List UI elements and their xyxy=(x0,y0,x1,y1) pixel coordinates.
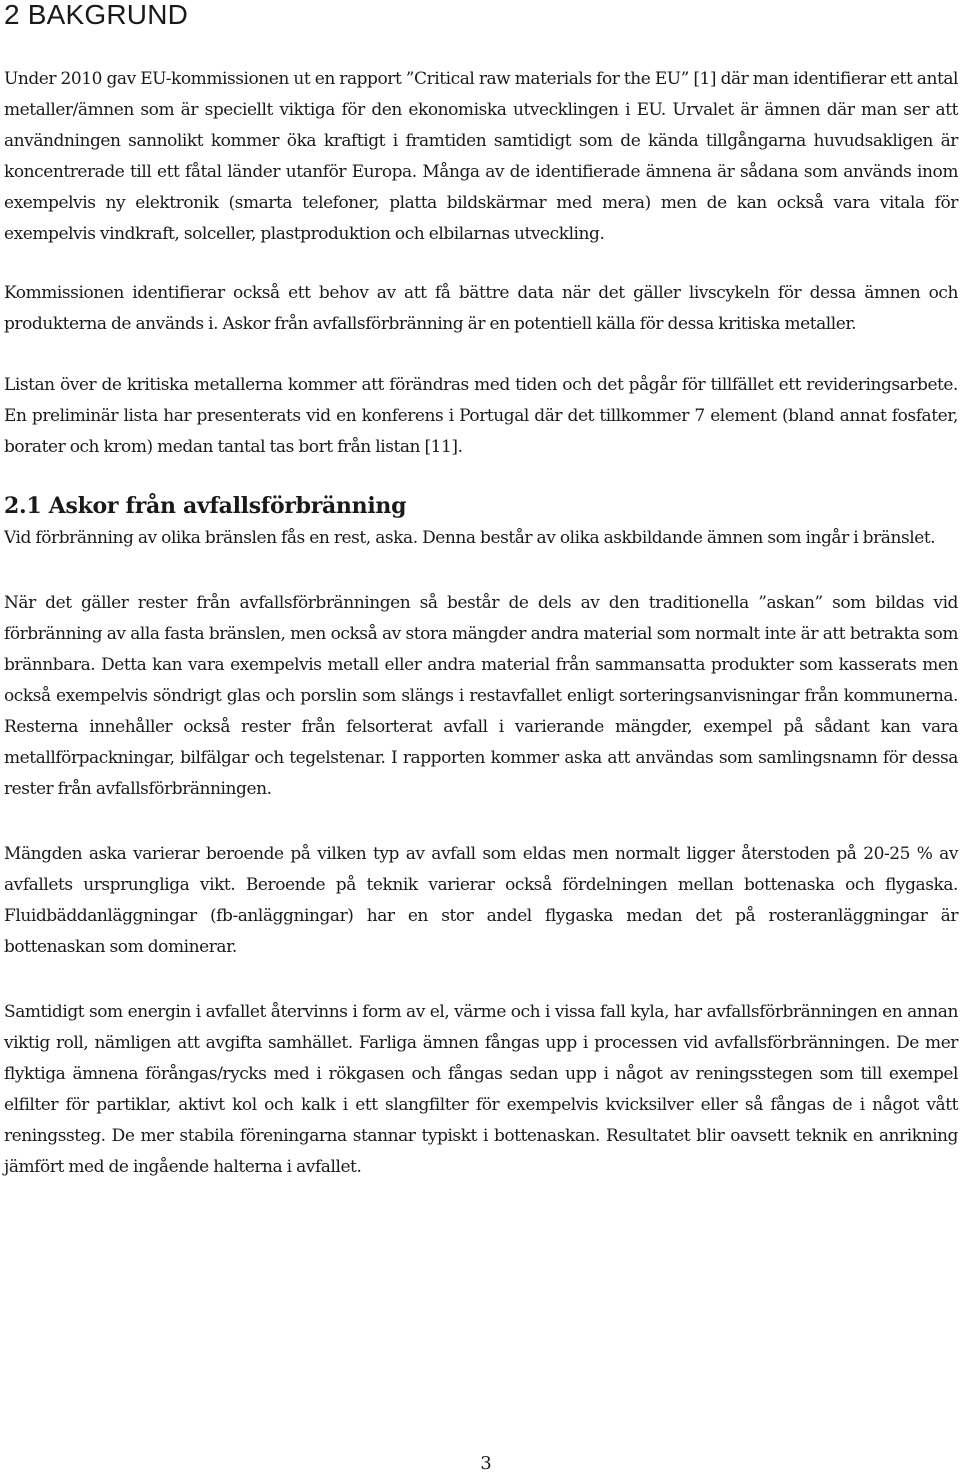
body-paragraph: Kommissionen identifierar också ett behov av att få bättre data när det gäller livscykeln för dessa ämnen och produkterna de används i. Askor från avfallsförbränning är en potentiell källa för dessa kritiska metaller. xyxy=(4,283,958,334)
body-paragraph: Listan över de kritiska metallerna kommer att förändras med tiden och det pågår för tillfället ett revideringsarbete. En preliminär lista har presenterats vid en konferens i Portugal där det tillkommer 7 element (bland annat fosfater, borater och krom) medan tantal tas bort från listan [11]. xyxy=(4,375,958,457)
document-page xyxy=(4,0,958,1183)
body-paragraph: Vid förbränning av olika bränslen fås en rest, aska. Denna består av olika askbildande ämnen som ingår i bränslet. xyxy=(4,528,936,548)
body-paragraph: Samtidigt som energin i avfallet återvinns i form av el, värme och i vissa fall kyla, har avfallsförbränningen en annan viktig roll, nämligen att avgifta samhället. Farliga ämnen fångas upp i processen vid avfallsförbränningen. De mer flyktiga ämnena förångas/rycks med i rökgasen och fångas sedan upp i något av reningsstegen som till exempel elfilter för partiklar, aktivt kol och kalk i ett slangfilter för exempelvis kvicksilver eller så fångas de i något vått reningssteg. De mer stabila föreningarna stannar typiskt i bottenaskan. Resultatet blir oavsett teknik en anrikning jämfört med de ingående halterna i avfallet. xyxy=(4,1002,958,1177)
section-heading: 2 BAKGRUND xyxy=(4,0,189,30)
subsection-heading: 2.1 Askor från avfallsförbränning xyxy=(4,493,407,519)
body-paragraph: Mängden aska varierar beroende på vilken typ av avfall som eldas men normalt ligger återstoden på 20-25 % av avfallets ursprungliga vikt. Beroende på teknik varierar också fördelningen mellan bottenaska och flygaska. Fluidbäddanläggningar (fb-anläggningar) har en stor andel flygaska medan det på rosteranläggningar är bottenaskan som dominerar. xyxy=(4,844,958,957)
page-number: 3 xyxy=(480,1453,492,1474)
body-paragraph: När det gäller rester från avfallsförbränningen så består de dels av den traditionella ”askan” som bildas vid förbränning av alla fasta bränslen, men också av stora mängder andra material som normalt inte är att betrakta som brännbara. Detta kan vara exempelvis metall eller andra material från sammansatta produkter som kasserats men också exempelvis söndrigt glas och porslin som slängs i restavfallet enligt sorteringsanvisningar från kommunerna. Resterna innehåller också rester från felsorterat avfall i varierande mängder, exempel på sådant kan vara metallförpackningar, bilfälgar och tegelstenar. I rapporten kommer aska att användas som samlingsnamn för dessa rester från avfallsförbränningen. xyxy=(4,593,958,799)
body-paragraph: Under 2010 gav EU-kommissionen ut en rapport ”Critical raw materials for the EU” [1] där man identifierar ett antal metaller/ämnen som är speciellt viktiga för den ekonomiska utvecklingen i EU. Urvalet är ämnen där man ser att användningen sannolikt kommer öka kraftigt i framtiden samtidigt som de kända tillgångarna huvudsakligen är koncentrerade till ett fåtal länder utanför Europa. Många av de identifierade ämnena är sådana som används inom exempelvis ny elektronik (smarta telefoner, platta bildskärmar med mera) men de kan också vara vitala för exempelvis vindkraft, solceller, plastproduktion och elbilarnas utveckling. xyxy=(4,69,959,244)
